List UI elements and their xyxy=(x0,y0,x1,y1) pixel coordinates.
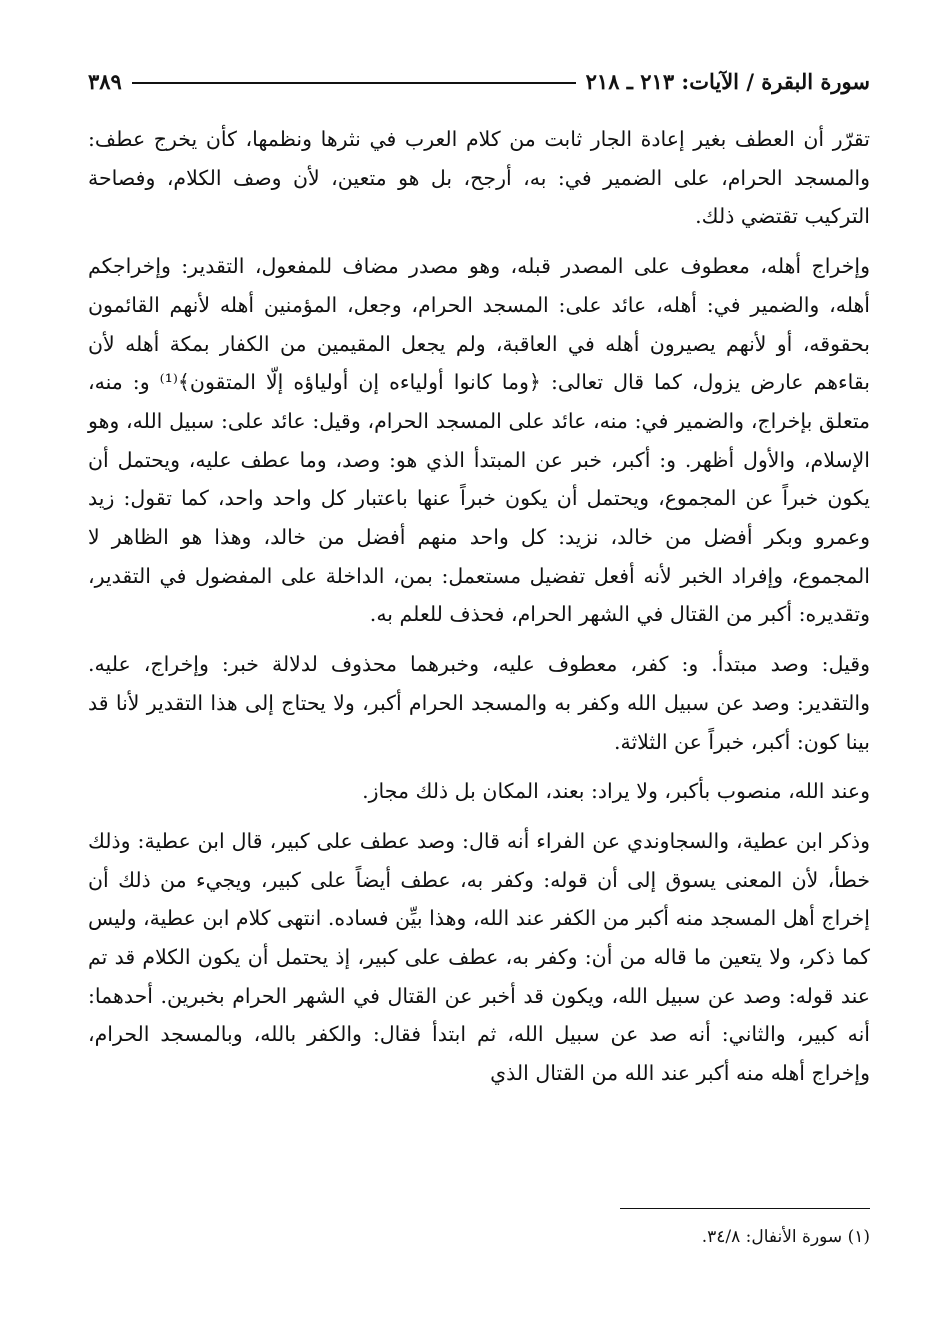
paragraph-3: وقيل: وصد مبتدأ. و: كفر، معطوف عليه، وخبرهما محذوف لدلالة خبر: وإخراج، عليه. والتقدير: وصد عن سبيل الله وكفر به والمسجد الحرام أكبر، ولا يحتاج إلى هذا التقدير لأنا قد بينا كون: أكبر، خبراً عن الثلاثة. xyxy=(88,652,870,754)
paragraph-4: وعند الله، منصوب بأكبر، ولا يراد: بعند، المكان بل ذلك مجاز. xyxy=(362,779,870,804)
paragraph-5: وذكر ابن عطية، والسجاوندي عن الفراء أنه قال: وصد عطف على كبير، قال ابن عطية: وذلك خطأ، لأن المعنى يسوق إلى أن قوله: وكفر به، عطف أيضاً على كبير، ويجيء من ذلك أن إخراج أهل المسجد منه أكبر من الكفر عند الله، وهذا بيِّن فساده. انتهى كلام ابن عطية، وليس كما ذكر، ولا يتعين ما قاله من أن: وكفر به، عطف على كبير، إذ يحتمل أن يكون الكلام قد تم عند قوله: وصد عن سبيل الله، ويكون قد أخبر عن القتال في الشهر الحرام بخبرين. أحدهما: أنه كبير، والثاني: أنه صد عن سبيل الله، ثم ابتدأ فقال: والكفر بالله، وبالمسجد الحرام، وإخراج أهله منه أكبر عند الله من القتال الذي xyxy=(88,828,870,1086)
header-rule xyxy=(132,82,576,84)
footnote: (١) سورة الأنفال: ٣٤/٨. xyxy=(701,1227,870,1247)
running-header xyxy=(88,64,870,98)
main-text xyxy=(88,120,870,1093)
paragraph-1: تقرّر أن العطف بغير إعادة الجار ثابت من كلام العرب في نثرها ونظمها، كأن يخرج عطف: والمسجد الحرام، على الضمير في: به، أرجح، بل هو متعين، لأن وصف الكلام، وفصاحة التركيب تقتضي ذلك. xyxy=(88,127,870,229)
header-title: سورة البقرة / الآيات: ٢١٣ ـ ٢١٨ xyxy=(585,68,870,94)
paragraph-2: وإخراج أهله، معطوف على المصدر قبله، وهو مصدر مضاف للمفعول، التقدير: وإخراجكم أهله، والضمير في: أهله، عائد على: المسجد الحرام، وجعل، المؤمنين أهله لأنهم القائمون بحقوقه، أو لأنهم يصيرون أهله في العاقبة، ولم يجعل المقيمين من الكفار بمكة أهله لأن بقاءهم عارض يزول، كما قال تعالى: ﴿وما كانوا أولياءه إن أولياؤه إلّا المتقون﴾⁽¹⁾ و: منه، متعلق بإخراج، والضمير في: منه، عائد على المسجد الحرام، وقيل: عائد على: سبيل الله، وهو الإسلام، والأول أظهر. و: أكبر، خبر عن المبتدأ الذي هو: وصد، وما عطف عليه، ويحتمل أن يكون خبراً عن المجموع، ويحتمل أن يكون خبراً عنها باعتبار كل واحد واحد، كما تقول: زيد وعمرو وبكر أفضل من خالد، نزيد: كل واحد منهم أفضل من خالد، وهذا هو الظاهر لا المجموع، وإفراد الخبر لأنه أفعل تفضيل مستعمل: بمن، الداخلة على المفضول في التقدير، وتقديره: أكبر من القتال في الشهر الحرام، فحذف للعلم به. xyxy=(88,254,870,627)
footnote-separator xyxy=(620,1208,870,1209)
page-number: ٣٨٩ xyxy=(88,68,122,94)
